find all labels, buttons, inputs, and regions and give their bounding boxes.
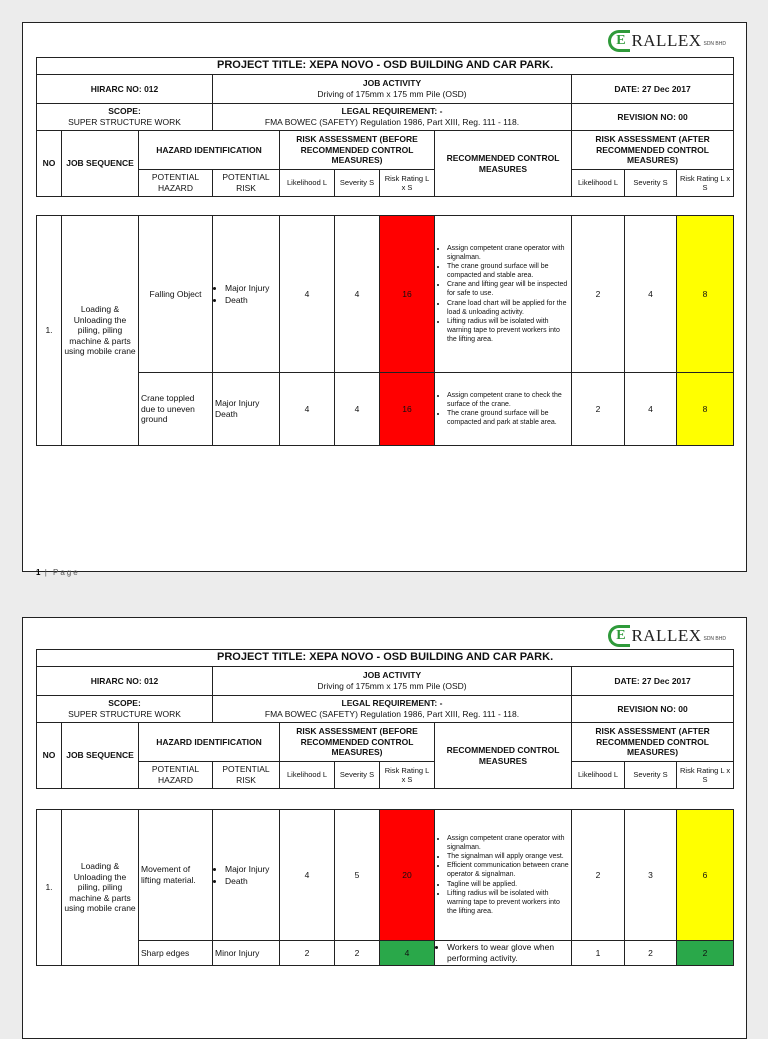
job-activity-label: JOB ACTIVITY	[362, 78, 422, 89]
col-severity: Severity S	[335, 762, 380, 789]
logo-mark-icon: E	[608, 30, 630, 52]
col-risk-before: RISK ASSESSMENT (BEFORE RECOMMENDED CONTROL MEASURES)	[280, 131, 435, 170]
potential-risk-list	[215, 863, 277, 888]
list-item: • Workers to wear glove when performing activity.	[447, 942, 569, 964]
scope: SUPER STRUCTURE WORK	[68, 709, 181, 719]
col-likelihood: Likelihood L	[572, 762, 625, 789]
list-item: • Tagline will be applied.	[447, 880, 569, 889]
likelihood-after: 2	[572, 810, 625, 941]
header-table	[36, 57, 734, 197]
list-item: • Lifting radius will be isolated with warning tape to prevent workers into the lifting area.	[447, 317, 569, 344]
page-number: 1	[36, 568, 41, 577]
risk-rating-after: 2	[677, 941, 734, 966]
table-row	[37, 941, 734, 966]
revision-no: REVISION NO: 00	[572, 696, 734, 723]
severity-before: 4	[335, 373, 380, 446]
col-no: NO	[37, 131, 62, 197]
document-page-2	[22, 617, 747, 1039]
list-item: • The crane ground surface will be compacted and stable area.	[447, 262, 569, 280]
hirarc-no: HIRARC NO: 012	[37, 667, 213, 696]
project-title: PROJECT TITLE: XEPA NOVO - OSD BUILDING AND CAR PARK.	[37, 650, 734, 667]
control-measures-list	[437, 834, 569, 916]
likelihood-after: 1	[572, 941, 625, 966]
list-item: • Major Injury	[225, 282, 277, 294]
row-no: 1.	[37, 810, 62, 966]
risk-rating-before: 4	[380, 941, 435, 966]
col-severity: Severity S	[625, 762, 677, 789]
col-potential-risk: POTENTIAL RISK	[213, 762, 280, 789]
row-no: 1.	[37, 216, 62, 446]
col-risk-after: RISK ASSESSMENT (AFTER RECOMMENDED CONTROL MEASURES)	[572, 723, 734, 762]
list-item: • The crane ground surface will be compacted and park at stable area.	[447, 409, 569, 427]
job-sequence: Loading & Unloading the piling, piling machine & parts using mobile crane	[62, 810, 139, 966]
col-risk-after: RISK ASSESSMENT (AFTER RECOMMENDED CONTROL MEASURES)	[572, 131, 734, 170]
col-hazard-identification: HAZARD IDENTIFICATION	[139, 723, 280, 762]
list-item: • The signalman will apply orange vest.	[447, 852, 569, 861]
potential-risk-list	[215, 282, 277, 307]
likelihood-before: 4	[280, 373, 335, 446]
risk-table	[36, 809, 734, 966]
control-measures-list	[437, 391, 569, 427]
col-job-sequence: JOB SEQUENCE	[62, 131, 139, 197]
likelihood-after: 2	[572, 216, 625, 373]
severity-before: 4	[335, 216, 380, 373]
job-activity-label: JOB ACTIVITY	[362, 670, 422, 681]
scope: SUPER STRUCTURE WORK	[68, 117, 181, 127]
legal-label: LEGAL REQUIREMENT: -	[341, 106, 443, 117]
control-measures-list	[437, 244, 569, 344]
col-severity: Severity S	[625, 170, 677, 197]
logo-mark-icon: E	[608, 625, 630, 647]
likelihood-after: 2	[572, 373, 625, 446]
logo-text: RALLEX	[631, 31, 702, 50]
risk-table	[36, 215, 734, 446]
table-row	[37, 810, 734, 941]
likelihood-before: 4	[280, 810, 335, 941]
severity-after: 4	[625, 216, 677, 373]
risk-rating-after: 8	[677, 216, 734, 373]
header-table	[36, 649, 734, 789]
col-likelihood: Likelihood L	[572, 170, 625, 197]
list-item: • Lifting radius will be isolated with warning tape to prevent workers into the lifting area.	[447, 889, 569, 916]
list-item: • Crane load chart will be applied for the load & unloading activity.	[447, 299, 569, 317]
col-recommended-controls: RECOMMENDED CONTROL MEASURES	[435, 723, 572, 789]
col-job-sequence: JOB SEQUENCE	[62, 723, 139, 789]
potential-risk: Major Injury Death	[213, 373, 280, 446]
list-item: • Death	[225, 875, 277, 887]
col-severity: Severity S	[335, 170, 380, 197]
legal-label: LEGAL REQUIREMENT: -	[341, 698, 443, 709]
legal-requirement: FMA BOWEC (SAFETY) Regulation 1986, Part XIII, Reg. 111 - 118.	[264, 709, 520, 719]
list-item: • Death	[225, 294, 277, 306]
risk-rating-before: 16	[380, 373, 435, 446]
revision-no: REVISION NO: 00	[572, 104, 734, 131]
likelihood-before: 2	[280, 941, 335, 966]
col-potential-hazard: POTENTIAL HAZARD	[139, 762, 213, 789]
severity-after: 3	[625, 810, 677, 941]
col-likelihood: Likelihood L	[280, 762, 335, 789]
col-risk-rating: Risk Rating L x S	[380, 762, 435, 789]
potential-risk: Minor Injury	[213, 941, 280, 966]
logo-text: RALLEX	[631, 626, 702, 645]
col-risk-rating: Risk Rating L x S	[677, 762, 734, 789]
potential-hazard: Falling Object	[139, 216, 213, 373]
potential-hazard: Movement of lifting material.	[139, 810, 213, 941]
potential-hazard: Crane toppled due to uneven ground	[139, 373, 213, 446]
table-row	[37, 216, 734, 373]
logo-subtext: SDN BHD	[703, 636, 726, 642]
severity-after: 4	[625, 373, 677, 446]
risk-rating-before: 20	[380, 810, 435, 941]
list-item: • Crane and lifting gear will be inspected for safe to use.	[447, 280, 569, 298]
likelihood-before: 4	[280, 216, 335, 373]
severity-before: 5	[335, 810, 380, 941]
col-risk-rating: Risk Rating L x S	[380, 170, 435, 197]
list-item: • Assign competent crane operator with signalman.	[447, 834, 569, 852]
project-title: PROJECT TITLE: XEPA NOVO - OSD BUILDING AND CAR PARK.	[37, 58, 734, 75]
job-activity: Driving of 175mm x 175 mm Pile (OSD)	[317, 89, 467, 99]
date: DATE: 27 Dec 2017	[572, 75, 734, 104]
severity-before: 2	[335, 941, 380, 966]
date: DATE: 27 Dec 2017	[572, 667, 734, 696]
col-hazard-identification: HAZARD IDENTIFICATION	[139, 131, 280, 170]
scope-label: SCOPE:	[108, 106, 141, 117]
company-logo	[608, 624, 726, 648]
risk-rating-after: 8	[677, 373, 734, 446]
risk-rating-after: 6	[677, 810, 734, 941]
page-footer	[36, 568, 80, 577]
table-row	[37, 373, 734, 446]
list-item: • Major Injury	[225, 863, 277, 875]
list-item: • Efficient communication between crane operator & signalman.	[447, 861, 569, 879]
potential-hazard: Sharp edges	[139, 941, 213, 966]
company-logo	[608, 29, 726, 53]
document-page-1	[22, 22, 747, 572]
legal-requirement: FMA BOWEC (SAFETY) Regulation 1986, Part XIII, Reg. 111 - 118.	[264, 117, 520, 127]
list-item: • Assign competent crane operator with signalman.	[447, 244, 569, 262]
control-measures-list	[437, 942, 569, 964]
col-potential-hazard: POTENTIAL HAZARD	[139, 170, 213, 197]
logo-subtext: SDN BHD	[703, 41, 726, 47]
scope-label: SCOPE:	[108, 698, 141, 709]
col-potential-risk: POTENTIAL RISK	[213, 170, 280, 197]
col-likelihood: Likelihood L	[280, 170, 335, 197]
risk-rating-before: 16	[380, 216, 435, 373]
page-label: | Page	[44, 568, 80, 577]
job-activity: Driving of 175mm x 175 mm Pile (OSD)	[317, 681, 467, 691]
list-item: • Assign competent crane to check the surface of the crane.	[447, 391, 569, 409]
col-recommended-controls: RECOMMENDED CONTROL MEASURES	[435, 131, 572, 197]
severity-after: 2	[625, 941, 677, 966]
col-no: NO	[37, 723, 62, 789]
col-risk-before: RISK ASSESSMENT (BEFORE RECOMMENDED CONTROL MEASURES)	[280, 723, 435, 762]
job-sequence: Loading & Unloading the piling, piling machine & parts using mobile crane	[62, 216, 139, 446]
col-risk-rating: Risk Rating L x S	[677, 170, 734, 197]
hirarc-no: HIRARC NO: 012	[37, 75, 213, 104]
